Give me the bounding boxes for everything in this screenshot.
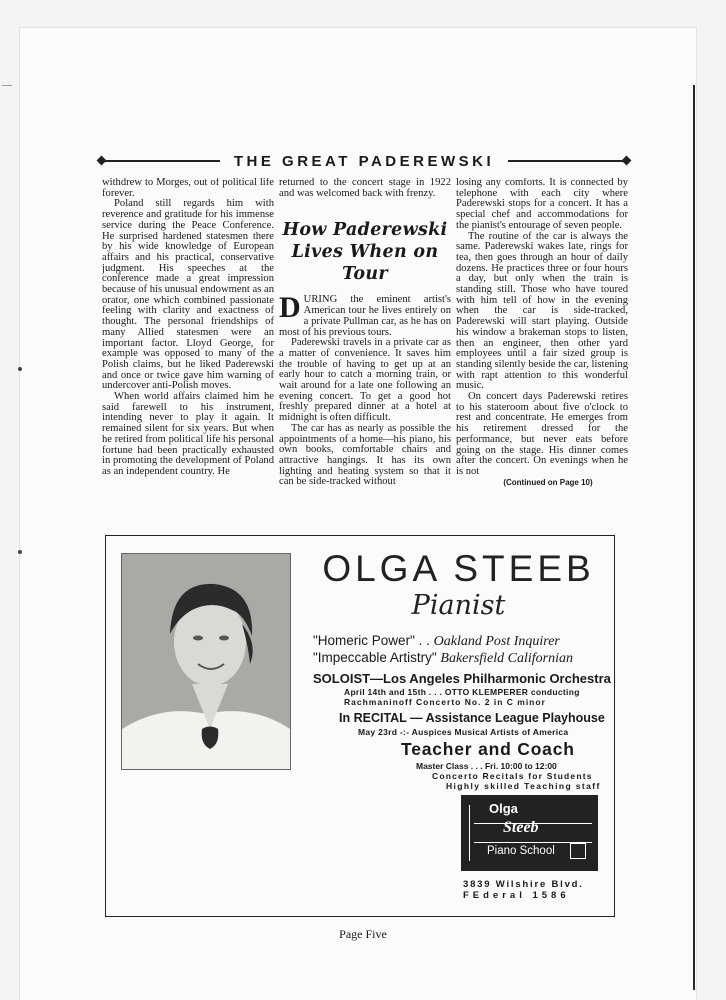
teacher-heading: Teacher and Coach [401,739,575,759]
phone: FEderal 1586 [463,890,570,901]
piano-school-logo [461,795,598,871]
portrait-illustration [122,554,290,769]
logo-line: Piano School [487,845,555,857]
soloist-line: SOLOIST—Los Angeles Philharmonic Orchestra [313,671,611,686]
continued-note: (Continued on Page 10) [503,477,593,487]
quote-text: "Impeccable Artistry" [313,650,437,665]
article-header [100,150,628,172]
drop-cap: D [279,291,301,325]
paragraph: The car has as nearly as possible the appointments of a home—his piano, his own books, comfortable chairs and attractive hangings. It has its own lighting and heating system so that it can be side-tracked without [279,422,451,488]
paragraph: losing any comforts. It is connected by telephone with each city where Paderewski stops for a concert. It has a special chef and accommodations for the pianist's entourage of seven people. [456,178,628,231]
soloist-detail: Rachmaninoff Concerto No. 2 in C minor [344,697,546,707]
paragraph: Poland still regards him with reverence and gratitude for his immense service during the Peace Conference. He surprised hardened statesmen there by his wide knowledge of European affairs and his practical, conservative judgment. His speeches at the conference made a great impression because of his unusual endowment as an orator, one which combined passionate feeling with clarity and exactness of thought. The personal friendships of many Allied statesmen were an important factor. Lloyd George, for example was opposed to many of the Polish claims, but he liked Paderewski and once or twice gave him warning of undercover anti-Polish moves. [102,198,274,392]
address: 3839 Wilshire Blvd. [463,879,584,890]
press-quote [313,650,573,667]
quote-source: Bakersfield Californian [440,651,573,666]
header-rule-left [100,160,220,162]
teacher-detail: Concerto Recitals for Students [432,771,593,781]
punch-dot [18,367,22,371]
lead-paragraph [279,291,451,338]
teacher-detail: Master Class . . . Fri. 10:00 to 12:00 [416,761,557,771]
binder-mark: ― [2,80,12,91]
paragraph: returned to the concert stage in 1922 and was welcomed back with frenzy. [279,178,451,199]
paragraph: Paderewski travels in a private car as a matter of convenience. It saves him the trouble of having to get up at an early hour to catch a morning train, or wait around for a late one following an evening concert. To get a good hot freshly prepared dinner at a hotel at midnight is often difficult. [279,337,451,424]
artist-name: OLGA STEEB [322,548,595,589]
recital-detail: May 23rd -:- Auspices Musical Artists of America [358,727,569,737]
press-quote [313,633,560,650]
advertisement [105,535,615,917]
recital-line: In RECITAL — Assistance League Playhouse [339,711,605,725]
column-3 [456,178,628,530]
section-subtitle: How Paderewski Lives When on Tour [282,220,448,285]
column-2 [279,178,451,530]
quote-text: "Homeric Power" . . [313,633,430,648]
logo-line: Olga [489,801,518,816]
portrait-photo [121,553,291,770]
teacher-detail: Highly skilled Teaching staff [446,781,601,791]
article-title: THE GREAT PADEREWSKI [233,152,495,170]
logo-line: Steeb [503,819,539,836]
column-1 [102,178,274,530]
paragraph: When world affairs claimed him he said farewell to his instrument, intending never to play it again. It remained silent for six years. But when he retired from political life his personal fortune had been practically exhausted in promoting the development of Poland as an independent country. He [102,391,274,477]
lead-text: URING the eminent artist's American tour he lives entirely on a private Pullman car, as he has on most of his previous tours. [279,294,451,338]
music-note-icon [570,843,586,859]
artist-role: Pianist [411,590,506,621]
quote-source: Oakland Post Inquirer [433,634,560,649]
header-rule-right [508,160,628,162]
page-number: Page Five [339,927,387,941]
paragraph: The routine of the car is always the same. Paderewski wakes late, rings for tea, then goes through an hour of daily dozens. He practices three or four hours a day, but only when the train is standing still. Those who have toured with him tell of how in the evening when the car is side-tracked, Paderewski will start playing. Outside his window a brakeman stops to listen, then an engineer, then other yard employees until a fair sized group is standing silently beside the car, listening with rapt attention to this wonderful music. [456,230,628,392]
soloist-detail: April 14th and 15th . . . OTTO KLEMPERER conducting [344,687,580,697]
page-edge-line [693,85,695,990]
paragraph: withdrew to Morges, out of political life forever. [102,178,274,199]
punch-dot [18,550,22,554]
paragraph: On concert days Paderewski retires to his stateroom about five o'clock to rest and concentrate. He emerges from his retirement dressed for the performance, but never eats before going on the stage. His dinner comes after the concert. On evenings when he is not [456,391,628,477]
